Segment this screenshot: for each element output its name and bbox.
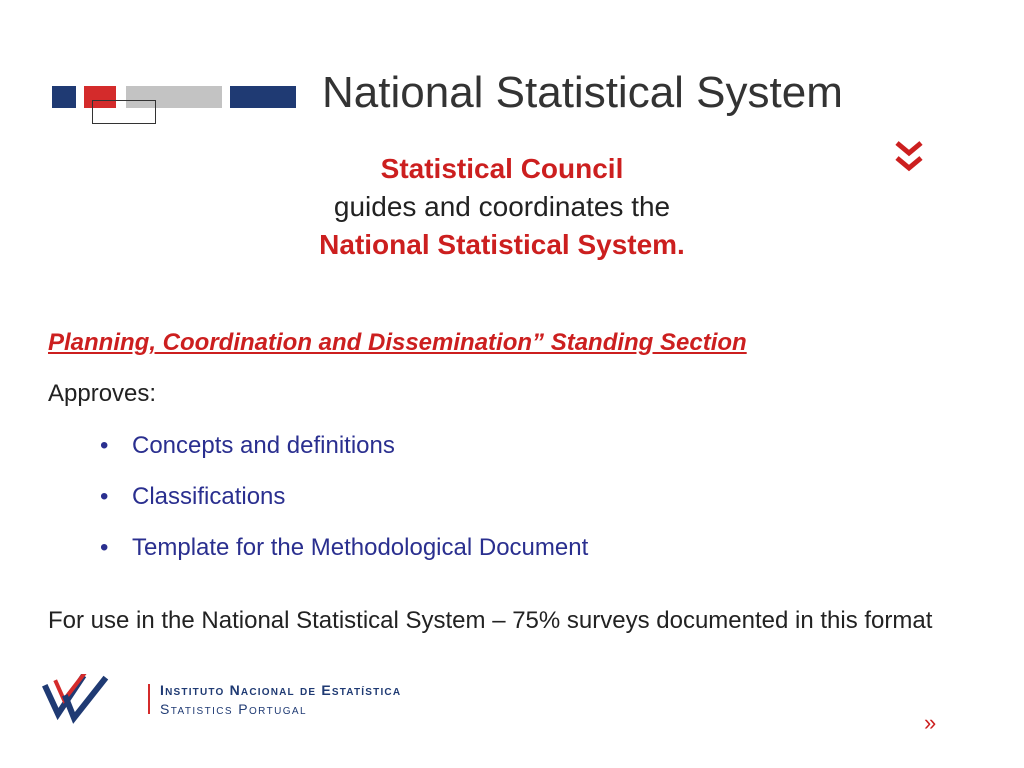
- council-system-name: National Statistical System.: [319, 229, 685, 260]
- logo-divider: [148, 684, 150, 714]
- list-item-label: Classifications: [132, 483, 286, 510]
- outline-box: [92, 100, 156, 124]
- list-item: [100, 481, 588, 532]
- list-item-label: Template for the Methodological Document: [132, 534, 589, 561]
- section-heading: Planning, Coordination and Dissemination” Standing Section: [48, 329, 747, 356]
- approves-label: Approves:: [48, 380, 157, 407]
- ine-logo: [30, 672, 480, 726]
- usage-note: For use in the National Statistical System – 75% surveys documented in this format: [48, 607, 933, 634]
- bullet-icon: •: [100, 534, 109, 561]
- page-title: National Statistical System: [322, 68, 843, 117]
- ine-checkmark-icon: [40, 674, 112, 724]
- navy-square: [52, 86, 76, 108]
- list-item-label: Concepts and definitions: [132, 432, 395, 459]
- council-title: Statistical Council: [380, 153, 624, 184]
- logo-name: Instituto Nacional de Estatística: [160, 682, 402, 698]
- bullet-icon: •: [100, 483, 109, 510]
- navy-bar: [230, 86, 296, 108]
- council-statement: [0, 150, 1004, 264]
- logo-subname: Statistics Portugal: [160, 701, 307, 717]
- list-item: [100, 532, 588, 583]
- approved-items-list: [100, 430, 588, 583]
- bullet-icon: •: [100, 432, 109, 459]
- council-subtitle: guides and coordinates the: [333, 191, 671, 222]
- list-item: [100, 430, 588, 481]
- next-slide-link[interactable]: »: [924, 710, 937, 735]
- header-decoration-bars: [52, 86, 302, 130]
